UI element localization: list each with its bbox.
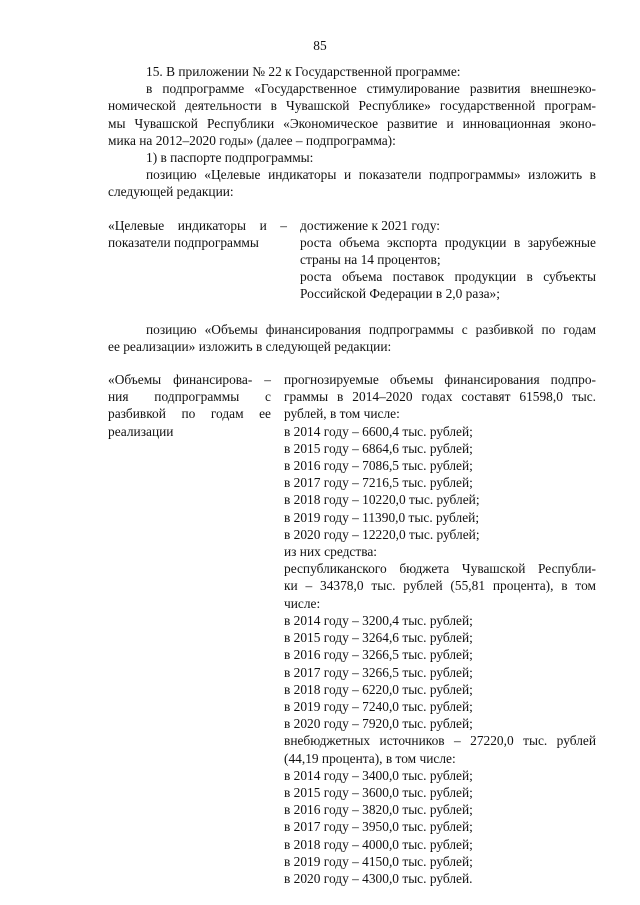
document-body [108,63,596,887]
financing-label-line: «Объемы финансирова- – [108,372,271,388]
financing-value-cell [271,371,596,887]
financing-value-line: в 2020 году – 7920,0 тыс. рублей; [284,716,473,732]
financing-value-line: в 2017 году – 7216,5 тыс. рублей; [284,475,473,491]
item-15-heading: 15. В приложении № 22 к Государственной программе: [146,64,461,79]
position-line: следующей редакции: [108,184,234,200]
financing-table [108,371,596,887]
financing-label-line: разбивкой по годам ее [108,406,271,422]
financing-value-line: в 2020 году – 12220,0 тыс. рублей; [284,526,480,542]
indicators-table [108,217,596,303]
financing-value-line: в 2014 году – 3400,0 тыс. рублей; [284,767,473,783]
subprogram-line: мика на 2012–2020 годы» (далее – подпрограмма): [108,132,396,148]
financing-value-line: из них средства: [284,544,378,560]
indicators-value-line: роста объема поставок продукции в субъекты [300,269,596,285]
financing-value-line: в 2015 году – 3600,0 тыс. рублей; [284,784,473,800]
financing-value-line: в 2019 году – 7240,0 тыс. рублей; [284,698,473,714]
financing-label-line: реализации [108,423,174,439]
financing-value-line: в 2015 году – 6864,6 тыс. рублей; [284,440,473,456]
indicators-value-line: Российской Федерации в 2,0 раза»; [300,286,500,302]
item-1-passport: 1) в паспорте подпрограммы: [146,150,314,166]
indicators-label-line: показатели подпрограммы [108,234,259,250]
financing-value-line: числе: [284,595,321,611]
financing-value-line: (44,19 процента), в том числе: [284,750,456,766]
subprogram-line: номической деятельности в Чувашской Республике» государственной програм- [108,98,596,114]
financing-value-line: в 2014 году – 3200,4 тыс. рублей; [284,612,473,628]
financing-value-line: в 2018 году – 4000,0 тыс. рублей; [284,836,473,852]
financing-value-line: рублей, в том числе: [284,406,400,422]
financing-value-line: в 2019 году – 4150,0 тыс. рублей; [284,853,473,869]
financing-value-line: в 2018 году – 10220,0 тыс. рублей; [284,492,480,508]
indicators-label-line: «Целевые индикаторы и – [108,217,287,233]
financing-value-line: граммы в 2014–2020 годах составят 61598,0 тыс. [284,389,596,405]
indicators-label-cell [108,217,287,251]
position-line: ее реализации» изложить в следующей редакции: [108,338,392,354]
financing-value-line: в 2016 году – 3820,0 тыс. рублей; [284,802,473,818]
financing-value-line: в 2019 году – 11390,0 тыс. рублей; [284,509,480,525]
indicators-value-cell [287,217,596,303]
indicators-value-line: страны на 14 процентов; [300,252,441,268]
financing-value-line: ки – 34378,0 тыс. рублей (55,81 процента), в том [284,578,596,594]
financing-value-line: в 2015 году – 3264,6 тыс. рублей; [284,630,473,646]
financing-value-line: в 2017 году – 3266,5 тыс. рублей; [284,664,473,680]
subprogram-line: в подпрограмме «Государственное стимулирование развития внешнеэко- [146,81,596,97]
financing-value-line: внебюджетных источников – 27220,0 тыс. рублей [284,733,596,749]
financing-label-cell [108,371,271,440]
position-indicators-paragraph [108,166,596,200]
financing-value-line: в 2018 году – 6220,0 тыс. рублей; [284,681,473,697]
position-financing-paragraph [108,321,596,355]
financing-value-line: в 2016 году – 7086,5 тыс. рублей; [284,458,473,474]
page-number: 85 [313,38,327,53]
financing-value-line: республиканского бюджета Чувашской Республи- [284,561,596,577]
subprogram-line: мы Чувашской Республики «Экономическое развитие и инновационная эконо- [108,115,596,131]
position-line: позицию «Целевые индикаторы и показатели подпрограммы» изложить в [146,167,596,183]
financing-label-line: ния подпрограммы с [108,389,271,405]
indicators-value-line: достижение к 2021 году: [300,217,440,233]
financing-value-line: в 2020 году – 4300,0 тыс. рублей. [284,870,473,886]
financing-value-line: прогнозируемые объемы финансирования подпро- [284,372,596,388]
position-line: позицию «Объемы финансирования подпрограммы с разбивкой по годам [146,321,596,337]
indicators-value-line: роста объема экспорта продукции в зарубежные [300,234,596,250]
financing-value-line: в 2016 году – 3266,5 тыс. рублей; [284,647,473,663]
subprogram-paragraph [108,80,596,149]
financing-value-line: в 2017 году – 3950,0 тыс. рублей; [284,819,473,835]
financing-value-line: в 2014 году – 6600,4 тыс. рублей; [284,423,473,439]
